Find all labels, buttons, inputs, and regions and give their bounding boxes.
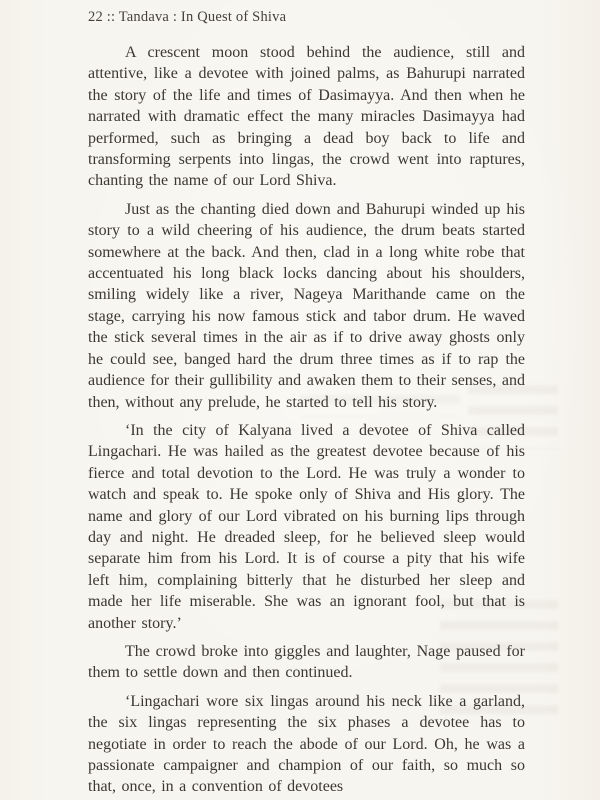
running-header: 22 :: Tandava : In Quest of Shiva: [88, 9, 287, 25]
paragraph: ‘Lingachari wore six lingas around his neck like a garland, the six lingas representing the six phases a devotee has to negotiate in order to reach the abode of our Lord. Oh, he was a passionate campaigner and champion of our faith, so much so that, once, in a convention of devotees: [88, 692, 525, 796]
body-text: [88, 42, 525, 798]
paragraph: A crescent moon stood behind the audience, still and attentive, like a devotee with joined palms, as Bahurupi narrated the story of the life and times of Dasimayya. And then when he narrated with dramatic effect the many miracles Dasimayya had performed, such as bringing a dead boy back to life and transforming serpents into lingas, the crowd went into raptures, chanting the name of our Lord Shiva.: [88, 44, 525, 190]
paragraph: The crowd broke into giggles and laughter, Nage paused for them to settle down and then continued.: [88, 642, 525, 682]
paragraph: Just as the chanting died down and Bahurupi winded up his story to a wild cheering of his audience, the drum beats started somewhere at the back. And then, clad in a long white robe that accentuated his long black locks dancing about his shoulders, smiling widely like a river, Nageya Marithande came on the stage, carrying his now famous stick and tabor drum. He waved the stick several times in the air as if to drive away ghosts only he could see, banged hard the drum three times as if to rap the audience for their gullibility and awaken them to their senses, and then, without any prelude, he started to tell his story.: [88, 200, 525, 411]
page-content: [88, 9, 525, 800]
paragraph: ‘In the city of Kalyana lived a devotee of Shiva called Lingachari. He was hailed as the greatest devotee because of his fierce and total devotion to the Lord. He was truly a wonder to watch and speak to. He spoke only of Shiva and His glory. The name and glory of our Lord vibrated on his burning lips through day and night. He dreaded sleep, for he believed sleep would separate him from his Lord. It is of course a pity that his wife left him, complaining bitterly that he disturbed her sleep and made her life miserable. She was an ignorant fool, but that is another story.’: [88, 421, 525, 632]
